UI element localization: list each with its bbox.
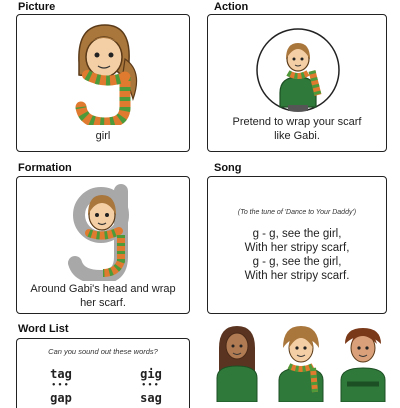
picture-heading: Picture	[18, 1, 56, 13]
word-list-heading: Word List	[18, 323, 69, 335]
formation-caption-line-1: Around Gabi's head and wrap	[30, 283, 176, 295]
formation-letter-g-illustration	[17, 177, 190, 281]
song-line: With her stripy scarf.	[244, 270, 350, 282]
word-list-prompt: Can you sound out these words?	[48, 347, 158, 356]
action-caption-line-2: like Gabi.	[274, 130, 320, 142]
child-left-icon	[217, 326, 257, 402]
formation-heading: Formation	[18, 162, 72, 174]
word-item: tag •••	[50, 367, 72, 389]
child-right-icon	[341, 328, 385, 402]
word-item: gig •••	[140, 367, 162, 389]
formation-card	[16, 176, 190, 314]
song-heading: Song	[214, 162, 242, 174]
song-card	[207, 176, 387, 314]
girl-letter-g-illustration	[17, 15, 190, 125]
formation-caption-line-2: her scarf.	[80, 297, 126, 309]
children-illustration	[205, 318, 395, 402]
picture-card	[16, 14, 190, 152]
action-card	[207, 14, 387, 152]
word-list-card	[16, 338, 190, 408]
picture-caption: girl	[95, 130, 111, 142]
action-heading: Action	[214, 1, 249, 13]
child-middle-icon	[279, 326, 323, 402]
word-item: sag	[140, 391, 162, 405]
song-line: g - g, see the girl,	[252, 256, 342, 268]
song-line: g - g, see the girl,	[252, 228, 342, 240]
song-lyrics	[208, 227, 386, 283]
word-item: gap	[50, 391, 72, 405]
song-line: With her stripy scarf,	[244, 242, 350, 254]
action-caption-line-1: Pretend to wrap your scarf	[232, 116, 362, 128]
action-girl-illustration	[208, 15, 387, 115]
song-tune-note: (To the tune of 'Dance to Your Daddy')	[237, 209, 357, 216]
